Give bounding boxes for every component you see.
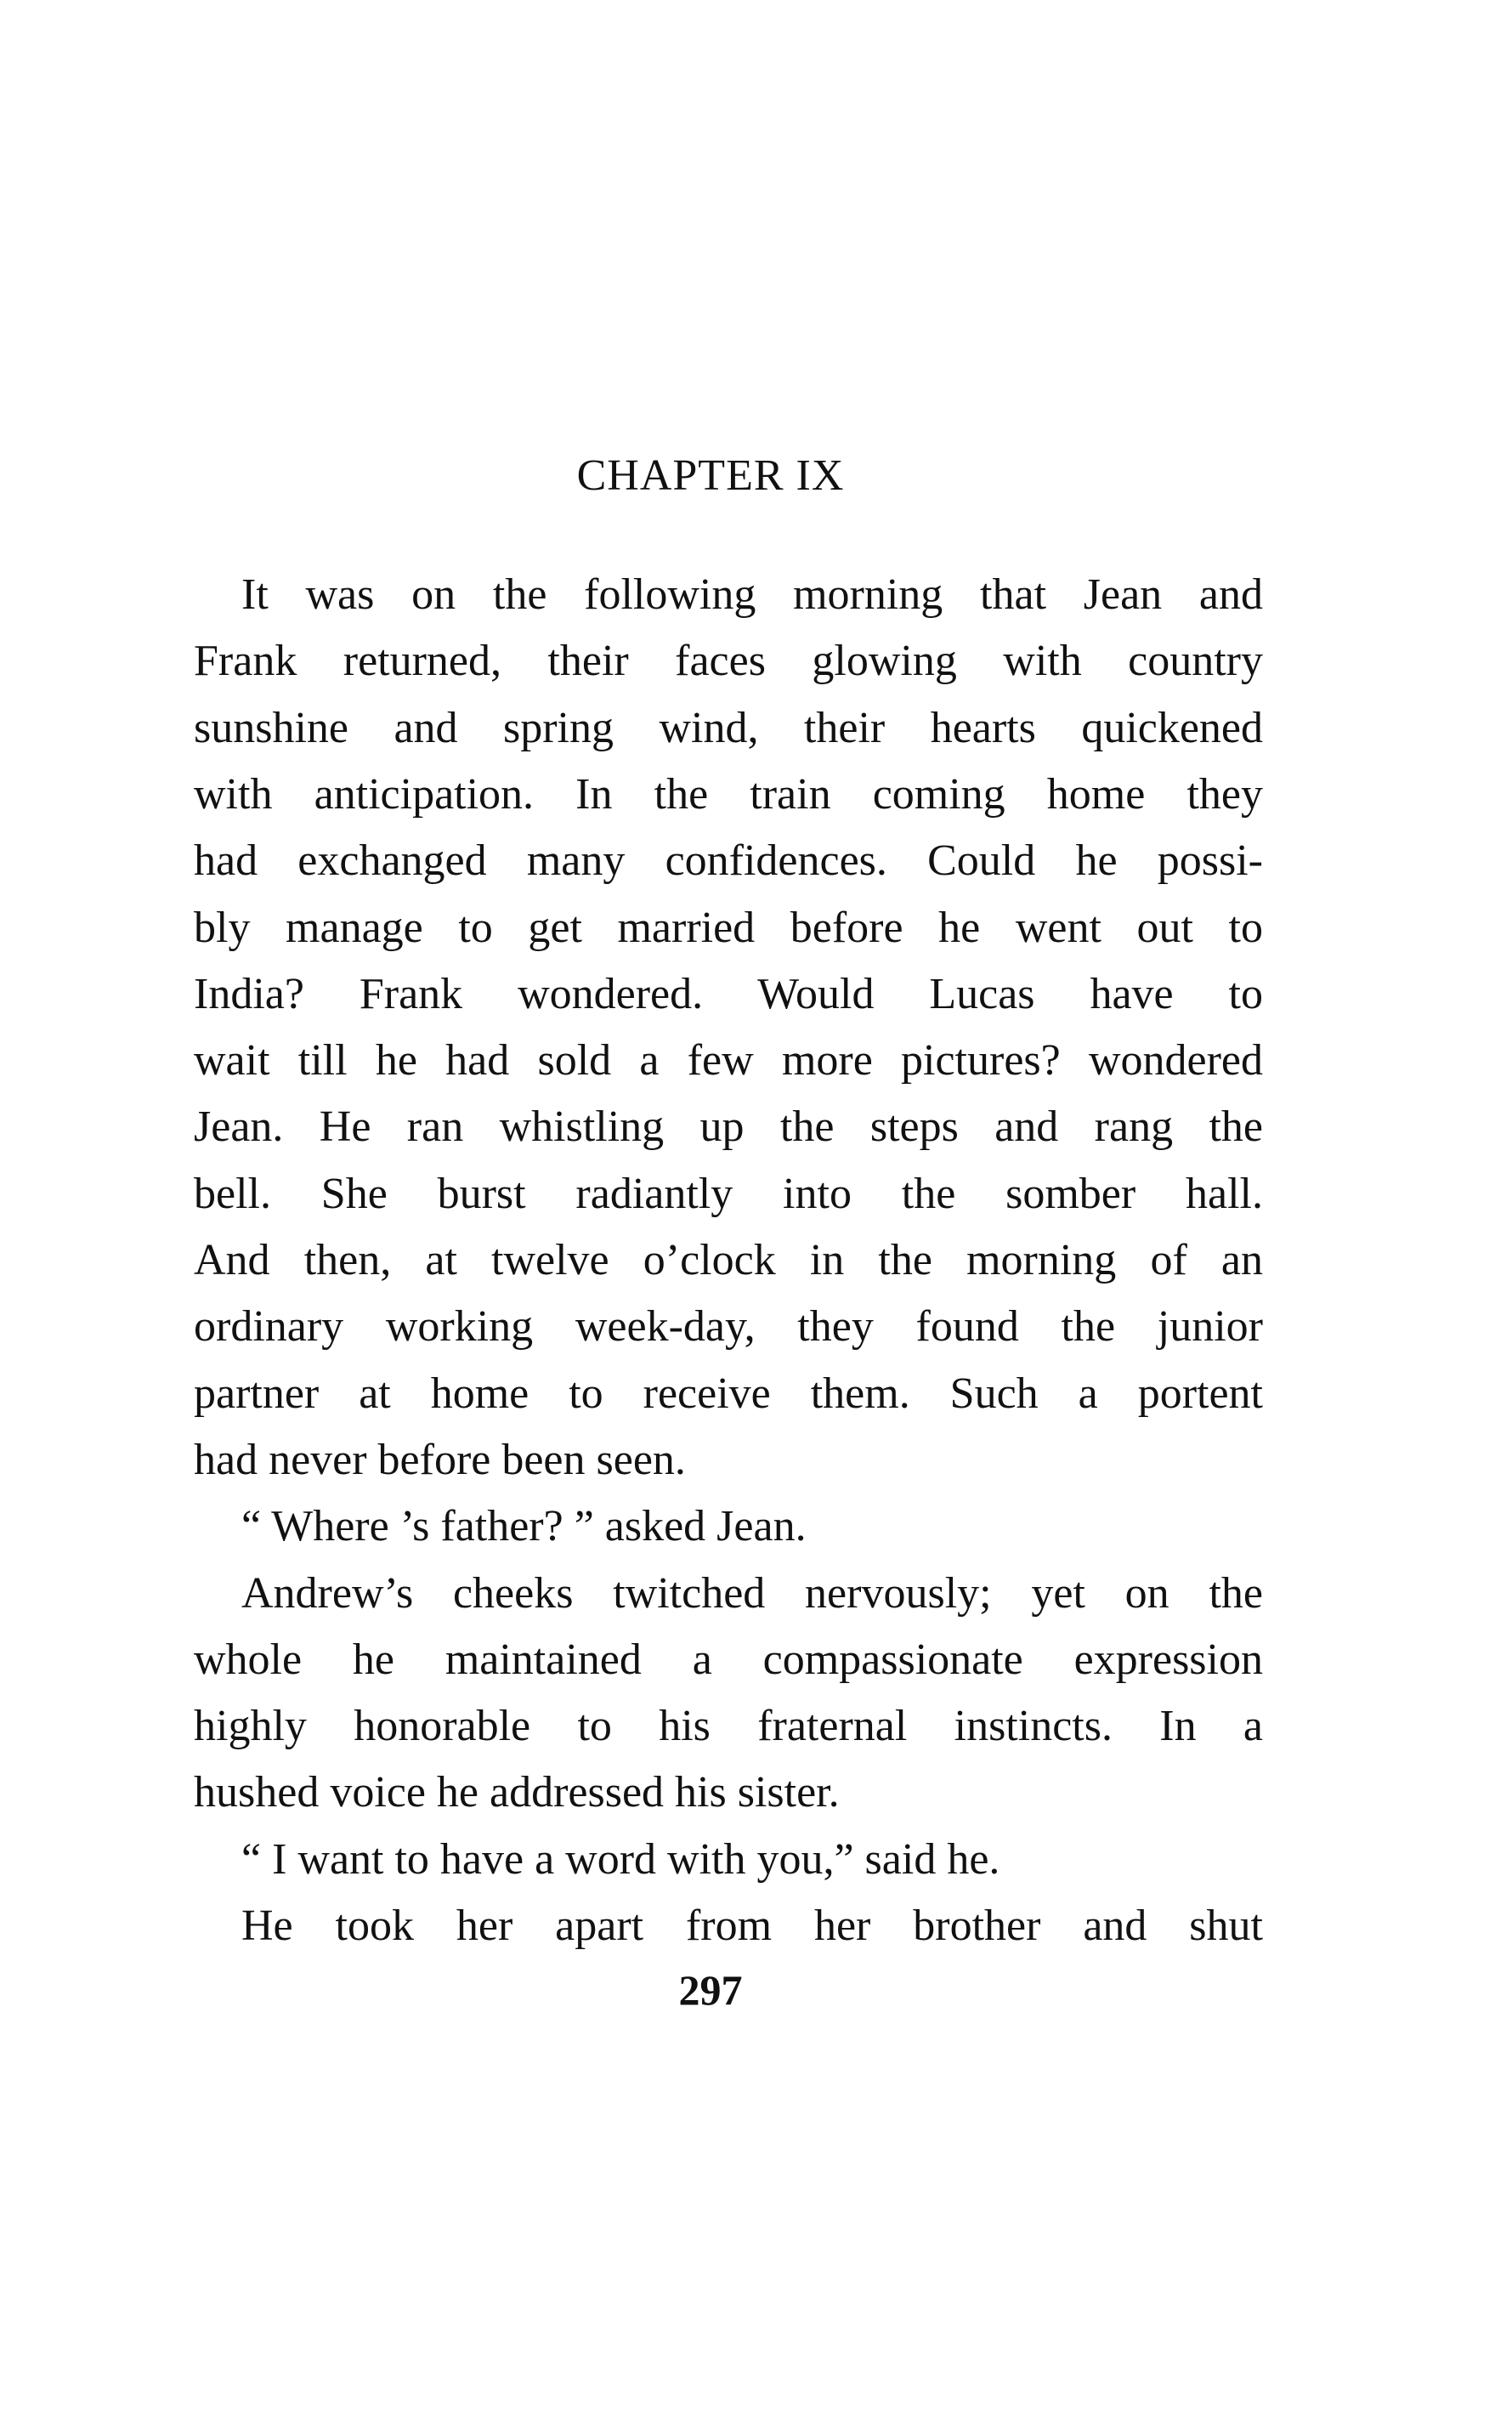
text-line: whole he maintained a compassionate expression (194, 1635, 1263, 1684)
text-line: “ Where ’s father? ” asked Jean. (241, 1502, 807, 1551)
text-line: had never before been seen. (194, 1435, 686, 1484)
text-line: “ I want to have a word with you,” said he. (241, 1834, 1000, 1884)
text-line: ordinary working week-day, they found the junior (194, 1302, 1263, 1352)
text-line: partner at home to receive them. Such a portent (194, 1369, 1263, 1418)
text-line: India? Frank wondered. Would Lucas have to (194, 969, 1263, 1018)
text-line: bly manage to get married before he went out to (194, 903, 1263, 952)
text-line: Frank returned, their faces glowing with country (194, 637, 1263, 686)
chapter-heading: CHAPTER IX (576, 451, 845, 500)
text-line: bell. She burst radiantly into the somber hall. (194, 1169, 1263, 1218)
text-line: wait till he had sold a few more pictures? wondered (194, 1036, 1263, 1085)
text-line: hushed voice he addressed his sister. (194, 1768, 840, 1817)
text-line: highly honorable to his fraternal instincts. In a (194, 1702, 1263, 1751)
text-line: He took her apart from her brother and shut (241, 1902, 1263, 1950)
text-line: sunshine and spring wind, their hearts quickened (194, 703, 1263, 752)
page-number: 297 (678, 1966, 743, 2014)
text-line: with anticipation. In the train coming home they (194, 769, 1263, 819)
text-line: had exchanged many confidences. Could he possi- (194, 836, 1263, 886)
text-line: And then, at twelve o’clock in the morning of an (194, 1236, 1263, 1284)
text-line: Jean. He ran whistling up the steps and rang the (194, 1102, 1263, 1152)
text-line: It was on the following morning that Jean and (241, 570, 1263, 619)
text-line: Andrew’s cheeks twitched nervously; yet on the (241, 1568, 1263, 1618)
